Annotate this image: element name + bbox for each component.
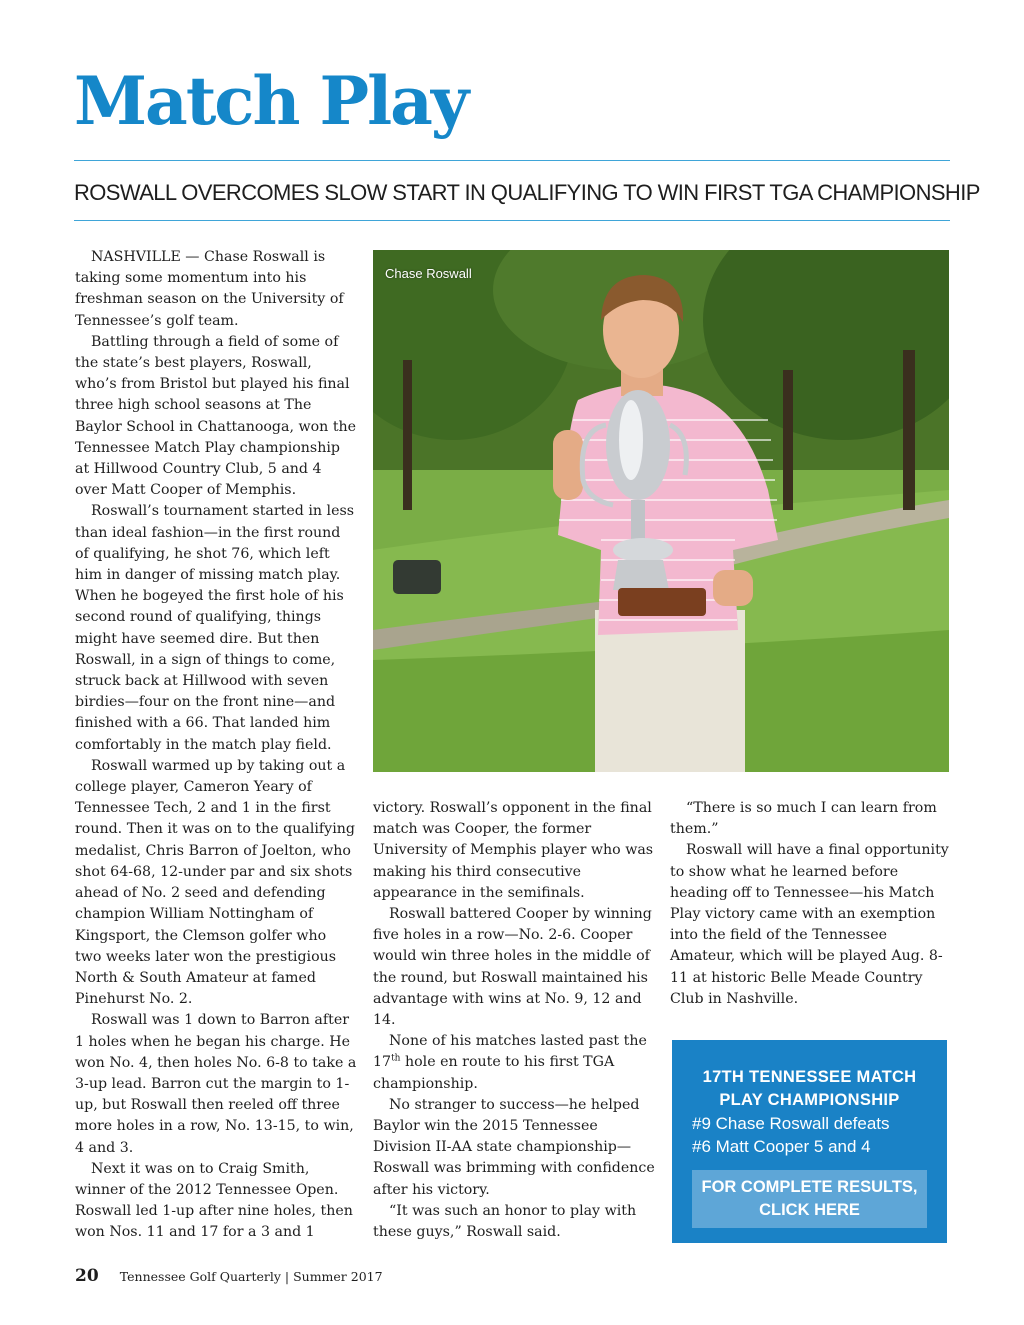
page-title: Match Play	[74, 62, 468, 140]
paragraph: No stranger to success—he helped Baylor win the 2015 Tennessee Division II-AA state championship—Roswall was brimming with confidence after his victory.	[373, 1096, 655, 1198]
paragraph: Roswall warmed up by taking out a college player, Cameron Yeary of Tennessee Tech, 2 and 1 in the first round. Then it was on to the qualifying medalist, Chris Barron of Joelton, who shot 64-68, 12-under par and six shots ahead of No. 2 seed and defending champion William Nottingham of Kingsport, the Clemson golfer who two weeks later won the prestigious North & South Amateur at famed Pinehurst No. 2.	[75, 757, 355, 1008]
golf-course-illustration	[373, 250, 949, 772]
ordinal-suffix: th	[391, 1053, 401, 1064]
article-column-3	[670, 798, 952, 1010]
paragraph: Roswall battered Cooper by winning five holes in a row—No. 2-6. Cooper would win three holes in the middle of the round, but Roswall maintained his advantage with wins at No. 9, 12 and 14.	[373, 906, 652, 1029]
title-divider-top	[74, 160, 950, 161]
publication-info: Tennessee Golf Quarterly | Summer 2017	[119, 1269, 383, 1284]
paragraph: “There is so much I can learn from them.”	[670, 800, 937, 838]
paragraph: Roswall will have a final opportunity to show what he learned before heading off to Tennessee—his Match Play victory came with an exemption into the field of the Tennessee Amateur, which will be played Aug. 8-11 at historic Belle Meade Country Club in Nashville.	[670, 842, 949, 1007]
title-divider-bottom	[74, 220, 950, 221]
promo-result-line: #9 Chase Roswall defeats	[692, 1114, 890, 1133]
paragraph: Roswall’s tournament started in less than ideal fashion—in the first round of qualifying, he shot 76, which left him in danger of missing match play. When he bogeyed the first hole of his second round of qualifying, things might have seemed dire. But then Roswall, in a sign of things to come, struck back at Hillwood with seven birdies—four on the front nine—and finished with a 66. That landed him comfortably in the match play field.	[75, 503, 355, 753]
article-column-1	[75, 247, 357, 1244]
results-promo-box	[672, 1040, 947, 1243]
paragraph: victory. Roswall’s opponent in the final match was Cooper, the former University of Memphis player who was making his third consecutive appearance in the semifinals.	[373, 800, 654, 901]
page-footer	[75, 1266, 383, 1286]
paragraph: Battling through a field of some of the state’s best players, Roswall, who’s from Bristol but played his final three high school seasons at The Baylor School in Chattanooga, won the Tennessee Match Play championship at Hillwood Country Club, 5 and 4 over Matt Cooper of Memphis.	[75, 333, 357, 499]
promo-heading: 17TH TENNESSEE MATCH PLAY CHAMPIONSHIP	[702, 1068, 917, 1109]
photo-caption: Chase Roswall	[385, 266, 472, 281]
paragraph-text: None of his matches lasted past the 17	[373, 1033, 647, 1071]
page-number: 20	[75, 1266, 99, 1286]
paragraph	[373, 1031, 655, 1095]
complete-results-button[interactable]: FOR COMPLETE RESULTS, CLICK HERE	[692, 1170, 927, 1228]
paragraph: Next it was on to Craig Smith, winner of the 2012 Tennessee Open. Roswall led 1-up after nine holes, then won Nos. 11 and 17 for a 3 and 1	[75, 1160, 353, 1241]
article-column-2	[373, 798, 655, 1243]
paragraph: “It was such an honor to play with these guys,” Roswall said.	[373, 1202, 637, 1241]
article-subtitle: ROSWALL OVERCOMES SLOW START IN QUALIFYING TO WIN FIRST TGA CHAMPIONSHIP	[74, 180, 980, 205]
promo-result-line: #6 Matt Cooper 5 and 4	[692, 1137, 871, 1156]
golfer-photo	[373, 250, 949, 772]
paragraph: NASHVILLE — Chase Roswall is taking some momentum into his freshman season on the University of Tennessee’s golf team.	[75, 249, 344, 329]
paragraph: Roswall was 1 down to Barron after 1 holes when he began his charge. He won No. 4, then holes No. 6-8 to take a 3-up lead. Barron cut the margin to 1-up, but Roswall then reeled off three more holes in a row, No. 13-15, to win, 4 and 3.	[75, 1012, 357, 1156]
paragraph-text: hole en route to his first TGA championship.	[373, 1054, 615, 1092]
